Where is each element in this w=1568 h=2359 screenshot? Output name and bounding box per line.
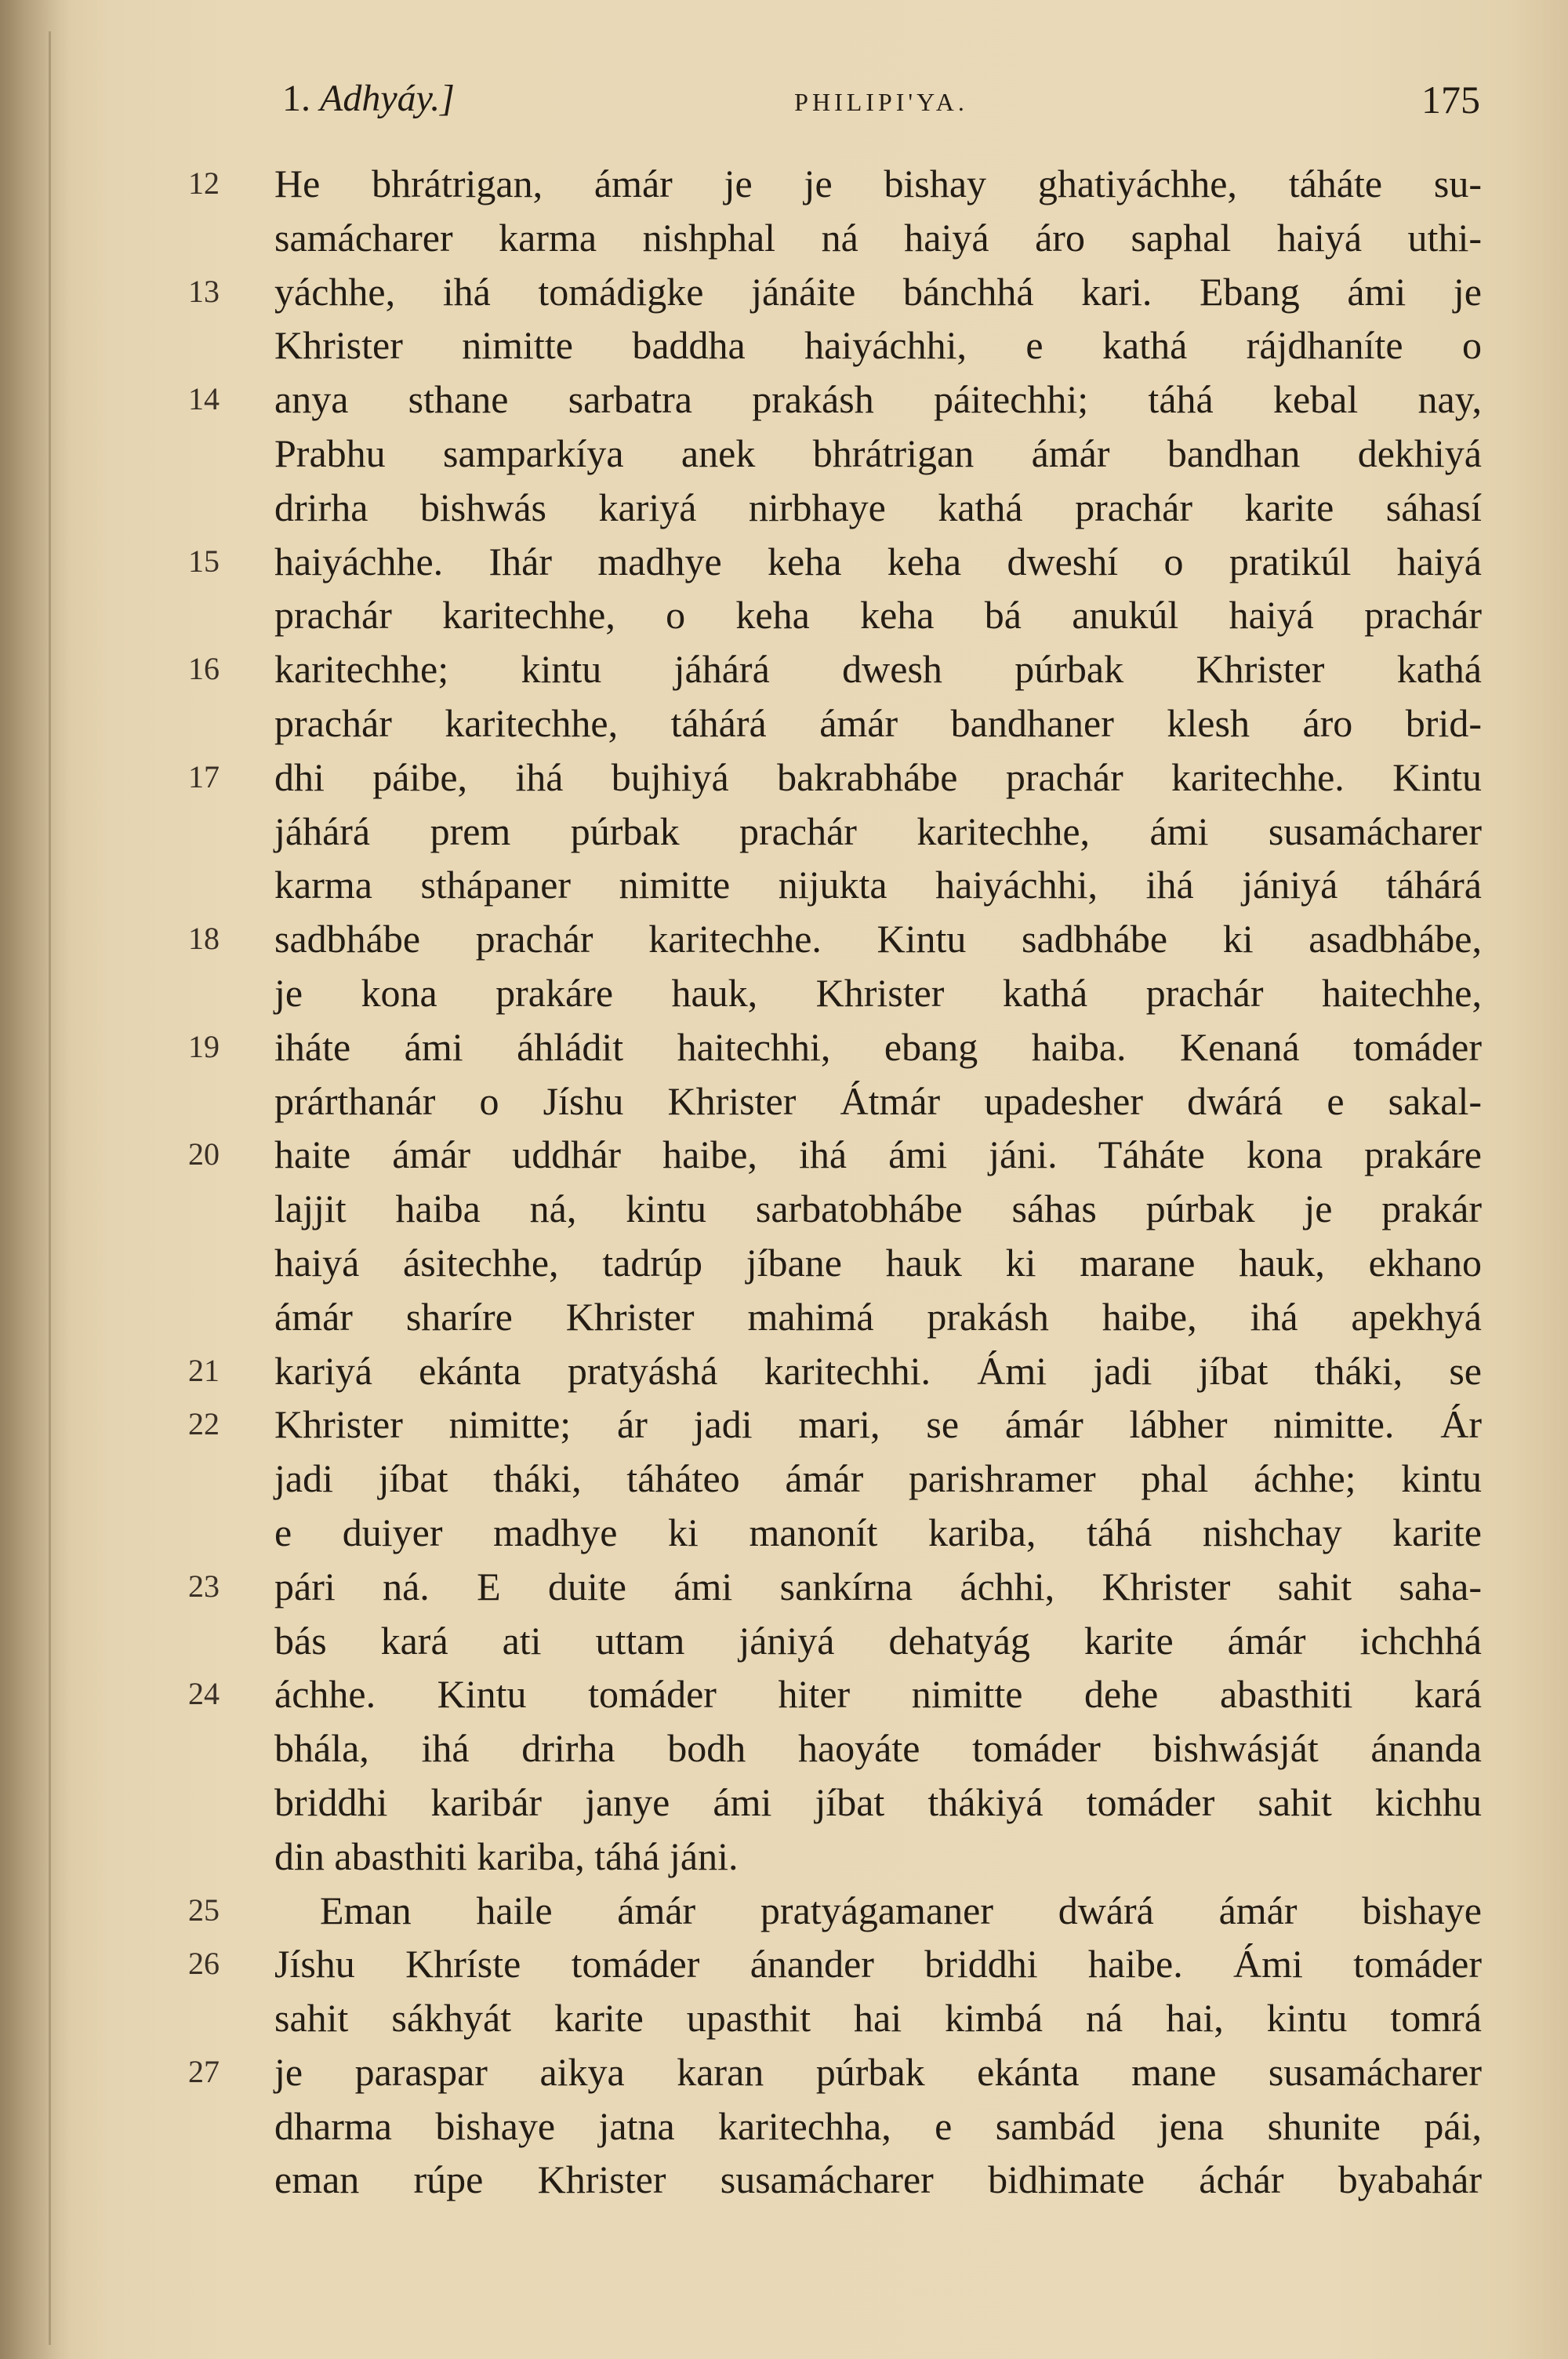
line-text: He bhrátrigan, ámár je je bishay ghatiyáchhe, táháte su- [274,162,1482,205]
verse-number: 23 [188,1568,220,1604]
binding-edge [49,31,51,2345]
verse-number: 17 [188,758,220,794]
line-text: áchhe. Kintu tomáder hiter nimitte dehe abasthiti kará [274,1672,1482,1717]
verse-number: 26 [188,1946,220,1982]
line-text: drirha bishwás kariyá nirbhaye kathá prachár karite sáhasí [274,485,1482,529]
line-text: samácharer karma nishphal ná haiyá áro saphal haiyá uthi- [274,215,1482,260]
text-line [188,1937,1482,1991]
text-line [274,318,1482,373]
text-line [274,1506,1482,1560]
text-line [274,1721,1482,1776]
text-line [188,642,1482,696]
book-title: PHILIPI'YA. [794,88,968,116]
line-text: bás kará ati uttam jániyá dehatyág karite ámár ichchhá [274,1618,1482,1663]
verse-number: 14 [188,381,220,417]
binding-shadow [0,0,71,2359]
line-text: Khrister nimitte; ár jadi mari, se ámár lábher nimitte. Ár [274,1402,1482,1447]
line-text: haiyáchhe. Ihár madhye keha keha dweshí o pratikúl haiyá [274,539,1482,583]
line-text: e duiyer madhye ki manonít kariba, táhá nishchay karite [274,1510,1482,1554]
verse-number: 25 [188,1892,220,1928]
line-text: lajjit haiba ná, kintu sarbatobhábe sáhas púrbak je prakár [274,1187,1482,1231]
text-line [274,1614,1482,1668]
line-text: briddhi karibár janye ámi jíbat thákiyá tomáder sahit kichhu [274,1779,1482,1824]
line-text: pári ná. E duite ámi sankírna áchhi, Khrister sahit saha- [274,1564,1482,1608]
line-text: karitechhe; kintu jáhárá dwesh púrbak Khrister kathá [274,647,1482,692]
text-line [188,1344,1482,1398]
line-text: eman rúpe Khrister susamácharer bidhimate áchár byabahár [274,2157,1482,2202]
text-line [274,696,1482,751]
text-line [274,1452,1482,1506]
line-text: din abasthiti kariba, táhá jáni. [274,1834,739,1878]
text-line [274,1991,1482,2045]
line-text: sadbhábe prachár karitechhe. Kintu sadbhábe ki asadbhábe, [274,917,1482,961]
text-line [274,2099,1482,2154]
line-text: sahit sákhyát karite upasthit hai kimbá ná hai, kintu tomrá [274,1996,1482,2041]
line-text: prachár karitechhe, táhárá ámár bandhaner klesh áro brid- [274,700,1482,745]
line-text: bhála, ihá drirha bodh haoyáte tomáder bishwásját ánanda [274,1726,1482,1771]
text-line [274,1182,1482,1236]
text-line [274,588,1482,642]
text-line [188,1020,1482,1074]
text-line [274,1236,1482,1290]
verse-number: 12 [188,165,220,201]
line-text: je paraspar aikya karan púrbak ekánta mane susamácharer [274,2049,1482,2094]
text-line [188,535,1482,589]
text-line [274,1290,1482,1344]
verse-number: 20 [188,1136,220,1172]
text-line [274,805,1482,859]
text-line [188,373,1482,427]
text-line [188,1884,1482,1938]
line-text: Khrister nimitte baddha haiyáchhi, e kathá rájdhaníte o [274,323,1482,368]
text-line [274,427,1482,481]
line-text: dharma bishaye jatna karitechha, e sambád jena shunite pái, [274,2103,1482,2148]
text-line [188,1398,1482,1452]
line-text: Jíshu Khríste tomáder ánander briddhi haibe. Ámi tomáder [274,1942,1482,1986]
text-line [188,1667,1482,1721]
verse-number: 18 [188,921,220,957]
line-text: je kona prakáre hauk, Khrister kathá prachár haitechhe, [274,970,1482,1015]
page-number: 175 [1421,78,1480,122]
verse-number: 22 [188,1406,220,1442]
text-line [188,1128,1482,1182]
line-text: iháte ámi áhládit haitechhi, ebang haiba. Kenaná tomáder [274,1024,1482,1069]
line-text: prárthanár o Jíshu Khrister Átmár upadesher dwárá e sakal- [274,1078,1482,1123]
chapter-word: Adhyáy.] [320,78,455,119]
line-text: Prabhu samparkíya anek bhrátrigan ámár bandhan dekhiyá [274,431,1482,475]
line-text: prachár karitechhe, o keha keha bá anukúl haiyá prachár [274,593,1482,638]
line-text: karma sthápaner nimitte nijukta haiyáchhi, ihá jániyá táhárá [274,863,1482,907]
line-text: yáchhe, ihá tomádigke jánáite bánchhá kari. Ebang ámi je [274,269,1482,314]
line-text: haiyá ásitechhe, tadrúp jíbane hauk ki marane hauk, ekhano [274,1240,1482,1285]
line-text: dhi páibe, ihá bujhiyá bakrabhábe prachár karitechhe. Kintu [274,754,1482,799]
verse-number: 19 [188,1028,220,1064]
line-text: anya sthane sarbatra prakásh páitechhi; táhá kebal nay, [274,377,1482,422]
text-line [188,912,1482,966]
text-line [274,1776,1482,1830]
text-line [188,1560,1482,1614]
verse-number: 13 [188,273,220,309]
line-text: jáhárá prem púrbak prachár karitechhe, ámi susamácharer [274,809,1482,853]
verse-number: 24 [188,1676,220,1712]
verse-number: 27 [188,2053,220,2089]
verse-number: 15 [188,543,220,579]
body-text [188,157,1482,2207]
text-line [188,2045,1482,2099]
text-line [188,157,1482,211]
line-text: kariyá ekánta pratyáshá karitechhi. Ámi jadi jíbat tháki, se [274,1348,1482,1393]
text-line [274,1830,1482,1884]
line-text: Eman haile ámár pratyágamaner dwárá ámár bishaye [320,1888,1482,1932]
chapter-number: 1. [282,78,310,119]
text-line [188,265,1482,319]
text-line [274,858,1482,912]
line-text: haite ámár uddhár haibe, ihá ámi jáni. Táháte kona prakáre [274,1132,1482,1177]
running-header [282,77,1480,127]
text-line [274,966,1482,1020]
verse-number: 21 [188,1352,220,1388]
text-line [274,211,1482,265]
text-line [274,481,1482,535]
verse-number: 16 [188,651,220,687]
text-line [188,751,1482,805]
line-text: ámár sharíre Khrister mahimá prakásh haibe, ihá apekhyá [274,1294,1482,1339]
line-text: jadi jíbat tháki, táháteo ámár parishramer phal áchhe; kintu [274,1456,1482,1501]
text-line [274,2153,1482,2207]
text-line [274,1074,1482,1129]
